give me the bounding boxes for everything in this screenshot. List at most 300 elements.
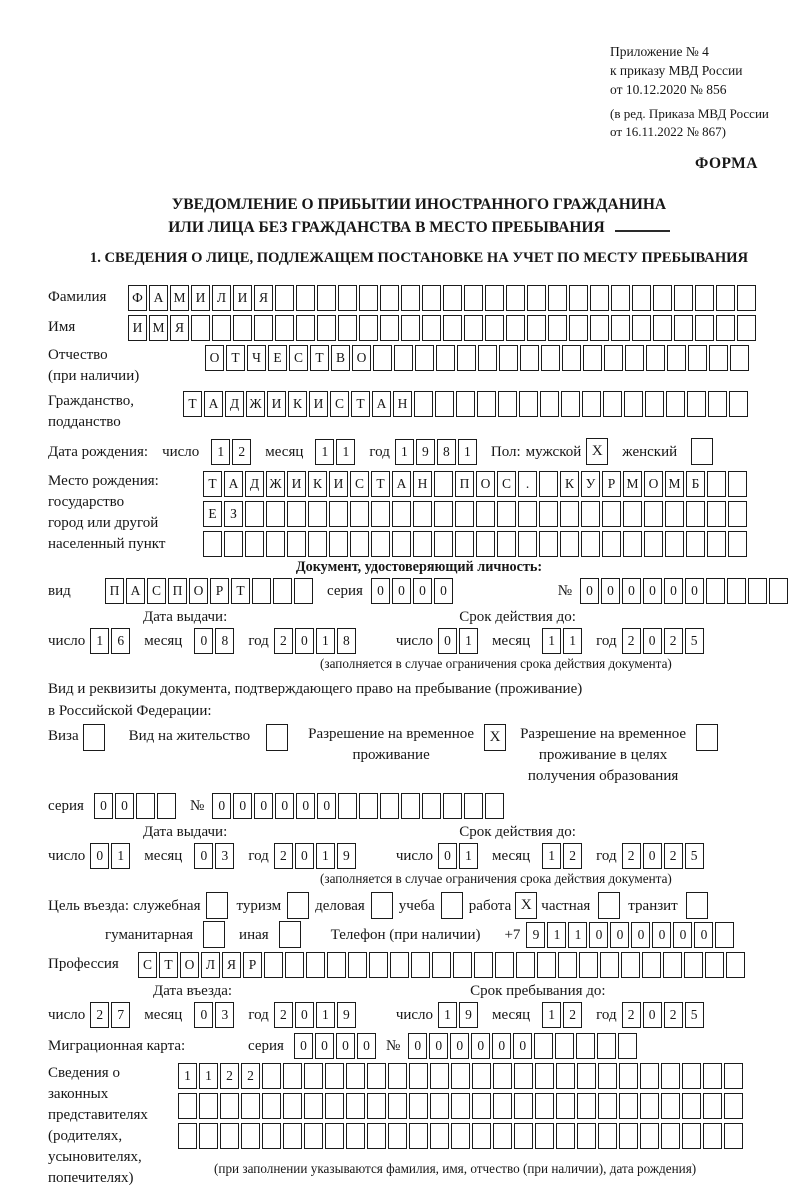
char-cell[interactable]: 0 [295, 628, 314, 654]
purpose-transit-checkbox[interactable] [686, 892, 708, 919]
char-cell[interactable] [703, 1093, 722, 1119]
char-cell[interactable]: 0 [664, 578, 683, 604]
char-cell[interactable]: 9 [337, 843, 356, 869]
char-cell[interactable]: 8 [215, 628, 234, 654]
char-cell[interactable] [472, 1093, 491, 1119]
char-cell[interactable]: 1 [438, 1002, 457, 1028]
char-cell[interactable]: М [665, 471, 684, 497]
char-cell[interactable] [495, 952, 514, 978]
char-cell[interactable]: М [170, 285, 189, 311]
char-cell[interactable] [485, 285, 504, 311]
char-cell[interactable]: Л [201, 952, 220, 978]
char-cell[interactable] [569, 315, 588, 341]
char-cell[interactable]: Д [225, 391, 244, 417]
char-cell[interactable]: 0 [294, 1033, 313, 1059]
char-cell[interactable] [539, 501, 558, 527]
char-cell[interactable] [576, 1033, 595, 1059]
char-cell[interactable]: И [287, 471, 306, 497]
char-cell[interactable]: 0 [652, 922, 671, 948]
char-cell[interactable] [369, 952, 388, 978]
char-cell[interactable] [705, 952, 724, 978]
char-cell[interactable] [623, 501, 642, 527]
char-cell[interactable] [728, 531, 747, 557]
char-cell[interactable] [325, 1093, 344, 1119]
char-cell[interactable] [737, 285, 756, 311]
char-cell[interactable]: 0 [450, 1033, 469, 1059]
char-cell[interactable] [367, 1093, 386, 1119]
char-cell[interactable] [392, 531, 411, 557]
char-cell[interactable] [686, 501, 705, 527]
char-cell[interactable] [317, 285, 336, 311]
char-cell[interactable]: Ж [246, 391, 265, 417]
char-cell[interactable] [514, 1123, 533, 1149]
char-cell[interactable] [191, 315, 210, 341]
char-cell[interactable] [350, 531, 369, 557]
char-cell[interactable] [436, 345, 455, 371]
char-cell[interactable] [707, 501, 726, 527]
char-cell[interactable] [443, 315, 462, 341]
char-cell[interactable] [308, 531, 327, 557]
char-cell[interactable]: 0 [315, 1033, 334, 1059]
char-cell[interactable]: С [497, 471, 516, 497]
char-cell[interactable]: 0 [194, 843, 213, 869]
char-cell[interactable] [562, 345, 581, 371]
char-cell[interactable] [413, 501, 432, 527]
char-cell[interactable]: 1 [315, 439, 334, 465]
char-cell[interactable] [726, 952, 745, 978]
char-cell[interactable] [252, 578, 271, 604]
char-cell[interactable]: Р [210, 578, 229, 604]
char-cell[interactable] [548, 315, 567, 341]
char-cell[interactable] [653, 285, 672, 311]
char-cell[interactable] [598, 1063, 617, 1089]
char-cell[interactable] [661, 1123, 680, 1149]
char-cell[interactable] [346, 1093, 365, 1119]
char-cell[interactable] [598, 1123, 617, 1149]
char-cell[interactable] [624, 391, 643, 417]
char-cell[interactable] [506, 315, 525, 341]
char-cell[interactable]: 2 [563, 1002, 582, 1028]
char-cell[interactable] [199, 1093, 218, 1119]
char-cell[interactable]: 2 [274, 628, 293, 654]
char-cell[interactable] [682, 1063, 701, 1089]
char-cell[interactable]: А [224, 471, 243, 497]
char-cell[interactable]: 0 [610, 922, 629, 948]
char-cell[interactable] [464, 793, 483, 819]
char-cell[interactable] [435, 391, 454, 417]
char-cell[interactable]: 1 [111, 843, 130, 869]
char-cell[interactable]: 2 [232, 439, 251, 465]
char-cell[interactable] [380, 285, 399, 311]
char-cell[interactable] [409, 1093, 428, 1119]
char-cell[interactable]: 3 [215, 843, 234, 869]
char-cell[interactable] [401, 315, 420, 341]
char-cell[interactable] [485, 315, 504, 341]
char-cell[interactable] [518, 501, 537, 527]
char-cell[interactable]: 0 [336, 1033, 355, 1059]
char-cell[interactable]: И [128, 315, 147, 341]
char-cell[interactable] [728, 501, 747, 527]
char-cell[interactable] [264, 952, 283, 978]
char-cell[interactable]: Н [393, 391, 412, 417]
char-cell[interactable] [455, 531, 474, 557]
purpose-business-checkbox[interactable] [371, 892, 393, 919]
char-cell[interactable] [728, 471, 747, 497]
char-cell[interactable] [451, 1123, 470, 1149]
char-cell[interactable] [667, 345, 686, 371]
char-cell[interactable] [653, 315, 672, 341]
char-cell[interactable] [380, 315, 399, 341]
char-cell[interactable] [443, 793, 462, 819]
char-cell[interactable]: К [308, 471, 327, 497]
char-cell[interactable]: 0 [643, 843, 662, 869]
char-cell[interactable]: 0 [408, 1033, 427, 1059]
char-cell[interactable] [350, 501, 369, 527]
char-cell[interactable] [283, 1093, 302, 1119]
char-cell[interactable] [582, 391, 601, 417]
char-cell[interactable]: 2 [664, 1002, 683, 1028]
char-cell[interactable]: 1 [542, 1002, 561, 1028]
char-cell[interactable]: 9 [416, 439, 435, 465]
char-cell[interactable]: 2 [90, 1002, 109, 1028]
char-cell[interactable]: Т [226, 345, 245, 371]
char-cell[interactable] [715, 922, 734, 948]
char-cell[interactable]: 0 [212, 793, 231, 819]
char-cell[interactable] [590, 285, 609, 311]
char-cell[interactable] [306, 952, 325, 978]
char-cell[interactable] [254, 315, 273, 341]
char-cell[interactable] [769, 578, 788, 604]
purpose-humanitarian-checkbox[interactable] [203, 921, 225, 948]
char-cell[interactable]: 1 [395, 439, 414, 465]
char-cell[interactable]: О [644, 471, 663, 497]
char-cell[interactable]: И [233, 285, 252, 311]
char-cell[interactable] [535, 1123, 554, 1149]
char-cell[interactable] [619, 1093, 638, 1119]
char-cell[interactable] [556, 1093, 575, 1119]
char-cell[interactable]: К [560, 471, 579, 497]
char-cell[interactable] [178, 1123, 197, 1149]
char-cell[interactable] [477, 391, 496, 417]
char-cell[interactable] [602, 501, 621, 527]
char-cell[interactable] [262, 1123, 281, 1149]
char-cell[interactable] [266, 501, 285, 527]
char-cell[interactable]: 5 [685, 843, 704, 869]
char-cell[interactable] [359, 315, 378, 341]
char-cell[interactable]: 0 [194, 1002, 213, 1028]
char-cell[interactable] [388, 1123, 407, 1149]
char-cell[interactable] [394, 345, 413, 371]
char-cell[interactable] [674, 285, 693, 311]
char-cell[interactable] [541, 345, 560, 371]
char-cell[interactable]: 0 [296, 793, 315, 819]
char-cell[interactable]: О [189, 578, 208, 604]
char-cell[interactable] [555, 1033, 574, 1059]
char-cell[interactable] [598, 1093, 617, 1119]
char-cell[interactable]: 1 [336, 439, 355, 465]
char-cell[interactable] [348, 952, 367, 978]
char-cell[interactable] [611, 315, 630, 341]
char-cell[interactable] [661, 1063, 680, 1089]
char-cell[interactable] [245, 531, 264, 557]
char-cell[interactable] [304, 1093, 323, 1119]
char-cell[interactable] [157, 793, 176, 819]
char-cell[interactable] [682, 1123, 701, 1149]
char-cell[interactable]: Т [231, 578, 250, 604]
char-cell[interactable] [283, 1063, 302, 1089]
char-cell[interactable] [430, 1093, 449, 1119]
char-cell[interactable]: 0 [295, 843, 314, 869]
char-cell[interactable]: П [168, 578, 187, 604]
char-cell[interactable] [665, 501, 684, 527]
char-cell[interactable] [674, 315, 693, 341]
char-cell[interactable]: Р [602, 471, 621, 497]
char-cell[interactable]: 1 [199, 1063, 218, 1089]
char-cell[interactable]: 2 [241, 1063, 260, 1089]
char-cell[interactable] [665, 531, 684, 557]
char-cell[interactable] [485, 793, 504, 819]
char-cell[interactable] [602, 531, 621, 557]
char-cell[interactable] [327, 952, 346, 978]
char-cell[interactable] [618, 1033, 637, 1059]
char-cell[interactable] [401, 285, 420, 311]
char-cell[interactable] [527, 315, 546, 341]
char-cell[interactable]: 0 [513, 1033, 532, 1059]
char-cell[interactable]: 2 [664, 628, 683, 654]
char-cell[interactable] [346, 1063, 365, 1089]
char-cell[interactable]: А [204, 391, 223, 417]
char-cell[interactable] [611, 285, 630, 311]
char-cell[interactable] [527, 285, 546, 311]
char-cell[interactable] [359, 793, 378, 819]
char-cell[interactable]: 0 [438, 628, 457, 654]
char-cell[interactable] [632, 285, 651, 311]
char-cell[interactable]: К [288, 391, 307, 417]
char-cell[interactable] [392, 501, 411, 527]
char-cell[interactable]: О [180, 952, 199, 978]
char-cell[interactable]: О [476, 471, 495, 497]
char-cell[interactable] [245, 501, 264, 527]
char-cell[interactable] [640, 1093, 659, 1119]
char-cell[interactable] [296, 315, 315, 341]
char-cell[interactable]: 0 [580, 578, 599, 604]
char-cell[interactable]: 5 [685, 1002, 704, 1028]
char-cell[interactable] [497, 501, 516, 527]
char-cell[interactable]: М [623, 471, 642, 497]
char-cell[interactable] [729, 391, 748, 417]
char-cell[interactable]: 0 [254, 793, 273, 819]
char-cell[interactable] [476, 501, 495, 527]
char-cell[interactable] [338, 793, 357, 819]
char-cell[interactable] [456, 391, 475, 417]
char-cell[interactable] [273, 578, 292, 604]
char-cell[interactable] [497, 531, 516, 557]
char-cell[interactable]: С [330, 391, 349, 417]
char-cell[interactable]: 7 [111, 1002, 130, 1028]
char-cell[interactable] [472, 1063, 491, 1089]
char-cell[interactable]: 9 [526, 922, 545, 948]
char-cell[interactable] [241, 1123, 260, 1149]
purpose-private-checkbox[interactable] [598, 892, 620, 919]
purpose-other-checkbox[interactable] [279, 921, 301, 948]
purpose-work-checkbox[interactable]: X [515, 892, 537, 919]
char-cell[interactable] [380, 793, 399, 819]
char-cell[interactable]: 1 [316, 1002, 335, 1028]
char-cell[interactable] [645, 391, 664, 417]
char-cell[interactable] [684, 952, 703, 978]
visa-checkbox[interactable] [83, 724, 105, 751]
char-cell[interactable]: 9 [337, 1002, 356, 1028]
char-cell[interactable] [329, 501, 348, 527]
char-cell[interactable]: Я [222, 952, 241, 978]
char-cell[interactable]: 0 [601, 578, 620, 604]
char-cell[interactable] [716, 285, 735, 311]
char-cell[interactable] [457, 345, 476, 371]
char-cell[interactable] [371, 501, 390, 527]
char-cell[interactable] [432, 952, 451, 978]
char-cell[interactable]: 1 [211, 439, 230, 465]
char-cell[interactable]: А [149, 285, 168, 311]
char-cell[interactable]: Т [371, 471, 390, 497]
char-cell[interactable] [409, 1123, 428, 1149]
char-cell[interactable] [434, 531, 453, 557]
char-cell[interactable] [537, 952, 556, 978]
char-cell[interactable]: 1 [547, 922, 566, 948]
char-cell[interactable]: 9 [459, 1002, 478, 1028]
char-cell[interactable] [561, 391, 580, 417]
female-checkbox[interactable] [691, 438, 713, 465]
char-cell[interactable]: П [455, 471, 474, 497]
char-cell[interactable] [707, 471, 726, 497]
char-cell[interactable] [619, 1123, 638, 1149]
char-cell[interactable] [388, 1093, 407, 1119]
char-cell[interactable] [287, 531, 306, 557]
purpose-tourism-checkbox[interactable] [287, 892, 309, 919]
char-cell[interactable]: 0 [194, 628, 213, 654]
char-cell[interactable] [540, 391, 559, 417]
char-cell[interactable]: И [309, 391, 328, 417]
char-cell[interactable] [520, 345, 539, 371]
char-cell[interactable] [275, 315, 294, 341]
char-cell[interactable] [514, 1093, 533, 1119]
char-cell[interactable]: Б [686, 471, 705, 497]
char-cell[interactable] [493, 1123, 512, 1149]
char-cell[interactable] [220, 1123, 239, 1149]
char-cell[interactable]: 1 [316, 628, 335, 654]
char-cell[interactable]: 0 [492, 1033, 511, 1059]
char-cell[interactable]: . [518, 471, 537, 497]
char-cell[interactable]: 0 [357, 1033, 376, 1059]
char-cell[interactable] [516, 952, 535, 978]
char-cell[interactable]: 0 [115, 793, 134, 819]
char-cell[interactable]: П [105, 578, 124, 604]
purpose-study-checkbox[interactable] [441, 892, 463, 919]
char-cell[interactable] [451, 1093, 470, 1119]
char-cell[interactable] [136, 793, 155, 819]
char-cell[interactable]: 0 [589, 922, 608, 948]
char-cell[interactable]: 2 [274, 843, 293, 869]
char-cell[interactable]: Р [243, 952, 262, 978]
char-cell[interactable] [506, 285, 525, 311]
char-cell[interactable]: Т [203, 471, 222, 497]
char-cell[interactable] [464, 285, 483, 311]
char-cell[interactable]: А [372, 391, 391, 417]
char-cell[interactable]: Ф [128, 285, 147, 311]
char-cell[interactable] [411, 952, 430, 978]
char-cell[interactable] [275, 285, 294, 311]
char-cell[interactable]: 0 [471, 1033, 490, 1059]
char-cell[interactable]: Я [170, 315, 189, 341]
char-cell[interactable] [430, 1063, 449, 1089]
char-cell[interactable] [455, 501, 474, 527]
char-cell[interactable]: 1 [459, 628, 478, 654]
char-cell[interactable] [577, 1123, 596, 1149]
char-cell[interactable] [422, 315, 441, 341]
char-cell[interactable] [367, 1123, 386, 1149]
char-cell[interactable] [708, 391, 727, 417]
char-cell[interactable] [716, 315, 735, 341]
char-cell[interactable]: 0 [295, 1002, 314, 1028]
char-cell[interactable] [581, 531, 600, 557]
char-cell[interactable]: 0 [275, 793, 294, 819]
char-cell[interactable] [317, 315, 336, 341]
char-cell[interactable]: А [126, 578, 145, 604]
char-cell[interactable] [519, 391, 538, 417]
char-cell[interactable] [434, 501, 453, 527]
char-cell[interactable]: С [289, 345, 308, 371]
char-cell[interactable] [514, 1063, 533, 1089]
char-cell[interactable]: И [329, 471, 348, 497]
char-cell[interactable] [534, 1033, 553, 1059]
char-cell[interactable]: 6 [111, 628, 130, 654]
char-cell[interactable] [583, 345, 602, 371]
char-cell[interactable]: Е [268, 345, 287, 371]
char-cell[interactable]: Ч [247, 345, 266, 371]
char-cell[interactable]: Т [351, 391, 370, 417]
char-cell[interactable]: С [350, 471, 369, 497]
char-cell[interactable] [603, 391, 622, 417]
char-cell[interactable] [577, 1093, 596, 1119]
char-cell[interactable] [294, 578, 313, 604]
char-cell[interactable] [535, 1093, 554, 1119]
char-cell[interactable]: С [147, 578, 166, 604]
male-checkbox[interactable]: X [586, 438, 608, 465]
char-cell[interactable] [178, 1093, 197, 1119]
char-cell[interactable]: 2 [622, 1002, 641, 1028]
char-cell[interactable] [644, 531, 663, 557]
char-cell[interactable]: 0 [643, 578, 662, 604]
char-cell[interactable]: А [392, 471, 411, 497]
char-cell[interactable]: И [191, 285, 210, 311]
char-cell[interactable] [642, 952, 661, 978]
char-cell[interactable]: 0 [90, 843, 109, 869]
char-cell[interactable] [262, 1063, 281, 1089]
char-cell[interactable]: 0 [694, 922, 713, 948]
char-cell[interactable]: 0 [233, 793, 252, 819]
char-cell[interactable]: 1 [563, 628, 582, 654]
char-cell[interactable]: М [149, 315, 168, 341]
char-cell[interactable] [401, 793, 420, 819]
residence-permit-checkbox[interactable] [266, 724, 288, 751]
char-cell[interactable]: 2 [563, 843, 582, 869]
char-cell[interactable]: 2 [664, 843, 683, 869]
char-cell[interactable]: И [267, 391, 286, 417]
char-cell[interactable] [476, 531, 495, 557]
char-cell[interactable]: В [331, 345, 350, 371]
char-cell[interactable] [287, 501, 306, 527]
char-cell[interactable] [706, 578, 725, 604]
char-cell[interactable]: Ж [266, 471, 285, 497]
